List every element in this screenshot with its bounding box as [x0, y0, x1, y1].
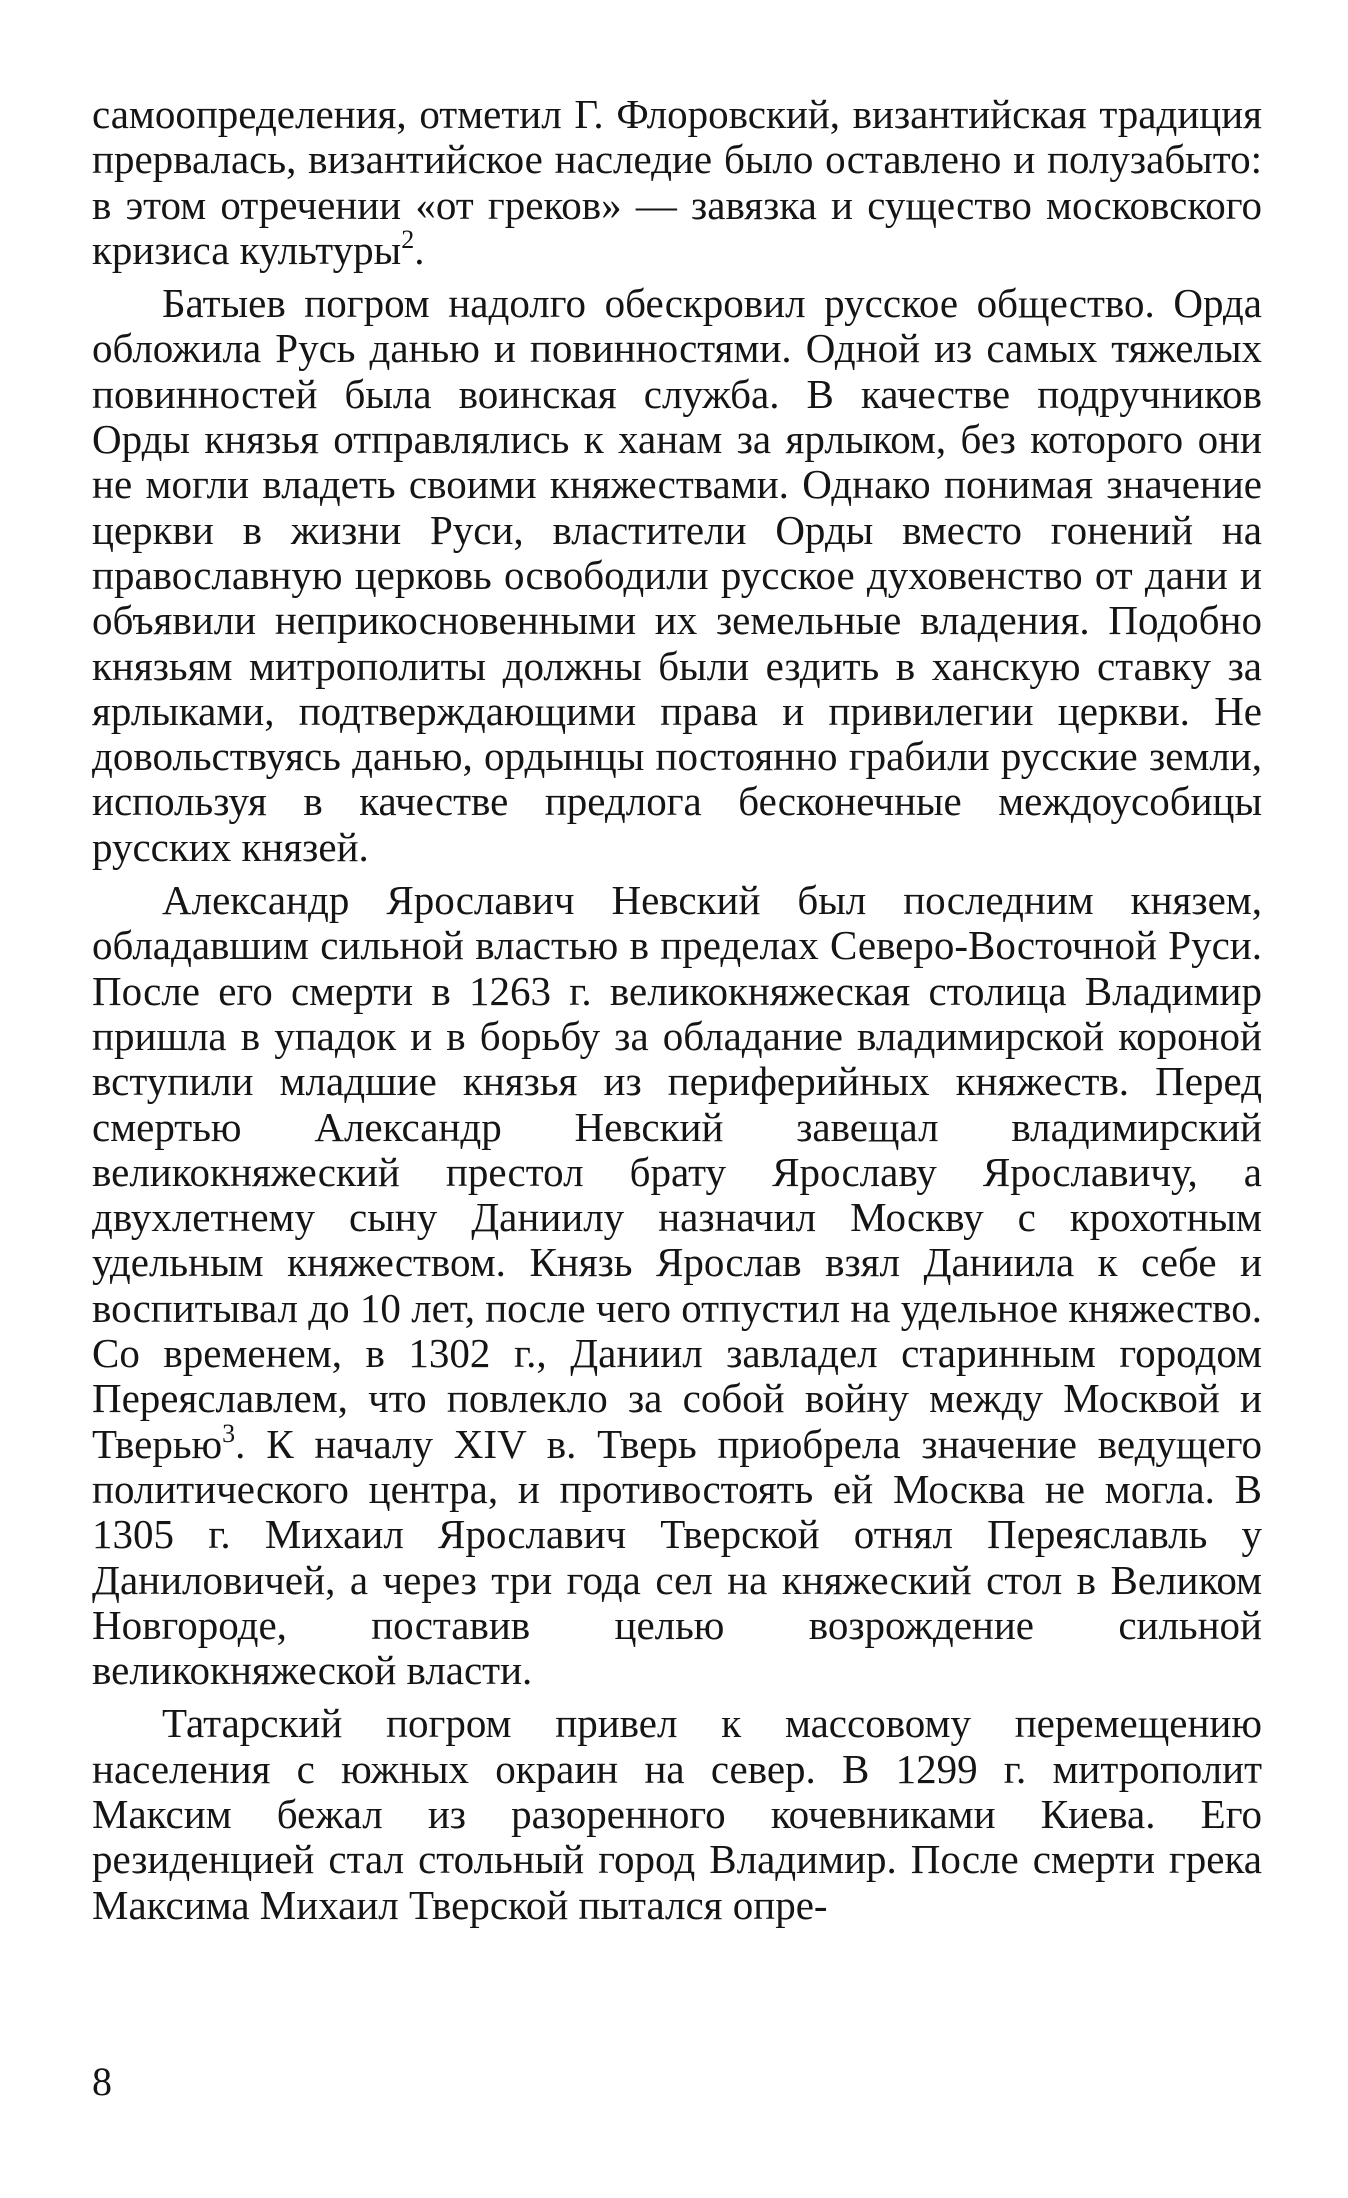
paragraph-4: [92, 1701, 1262, 1927]
paragraph-1-text: самоопределения, отметил Г. Флоровский, византийская традиция прервалась, византийское наследие было оставлено и полузабыто: в этом отречении «от греков» — завязка и существо московского кризиса культуры: [92, 91, 1262, 273]
paragraph-4-text: Татарский погром привел к массовому перемещению населения с южных окраин на север. В 1299 г. митрополит Максим бежал из разоренного кочевниками Киева. Его резиденцией стал стольный город Владимир. После смерти грека Максима Михаил Тверской пытался опре-: [92, 1700, 1262, 1928]
paragraph-2-text: Батыев погром надолго обескровил русское общество. Орда обложила Русь данью и повинностями. Одной из самых тяжелых повинностей была воинская служба. В качестве подручников Орды князья отправлялись к ханам за ярлыком, без которого они не могли владеть своими княжествами. Однако понимая значение церкви в жизни Руси, властители Орды вместо гонений на православную церковь освободили русское духовенство от дани и объявили неприкосновенными их земельные владения. Подобно князьям митрополиты должны были ездить в ханскую ставку за ярлыками, подтверждающими права и привилегии церкви. Не довольствуясь данью, ордынцы постоянно грабили русские земли, используя в качестве предлога бесконечные междоусобицы русских князей.: [92, 280, 1262, 870]
paragraph-3-text: Александр Ярославич Невский был последним князем, обладавшим сильной властью в пределах Северо-Восточной Руси. После его смерти в 1263 г. великокняжеская столица Владимир пришла в упадок и в борьбу за обладание владимирской короной вступили младшие князья из периферийных княжеств. Перед смертью Александр Невский завещал владимирский великокняжеский престол брату Ярославу Ярославичу, а двухлетнему сыну Даниилу назначил Москву с крохотным удельным княжеством. Князь Ярослав взял Даниила к себе и воспитывал до 10 лет, после чего отпустил на удельное княжество. Со временем, в 1302 г., Даниил завладел старинным городом Переяславлем, что повлекло за собой войну между Москвой и Тверью: [92, 877, 1262, 1467]
page-number: 8: [92, 2059, 112, 2104]
footnote-marker-2[interactable]: 2: [401, 224, 415, 254]
paragraph-3: [92, 878, 1262, 1693]
paragraph-2: [92, 281, 1262, 870]
paragraph-3-text-end: . К началу XIV в. Тверь приобрела значение ведущего политического центра, и противостоять ей Москва не могла. В 1305 г. Михаил Ярославич Тверской отнял Переяславль у Даниловичей, а через три года сел на княжеский стол в Великом Новгороде, поставив целью возрождение сильной великокняжеской власти.: [92, 1420, 1262, 1694]
paragraph-1: [92, 92, 1262, 273]
page-body: [92, 92, 1262, 1936]
footnote-marker-3[interactable]: 3: [222, 1418, 236, 1448]
paragraph-1-text-end: .: [414, 226, 425, 273]
